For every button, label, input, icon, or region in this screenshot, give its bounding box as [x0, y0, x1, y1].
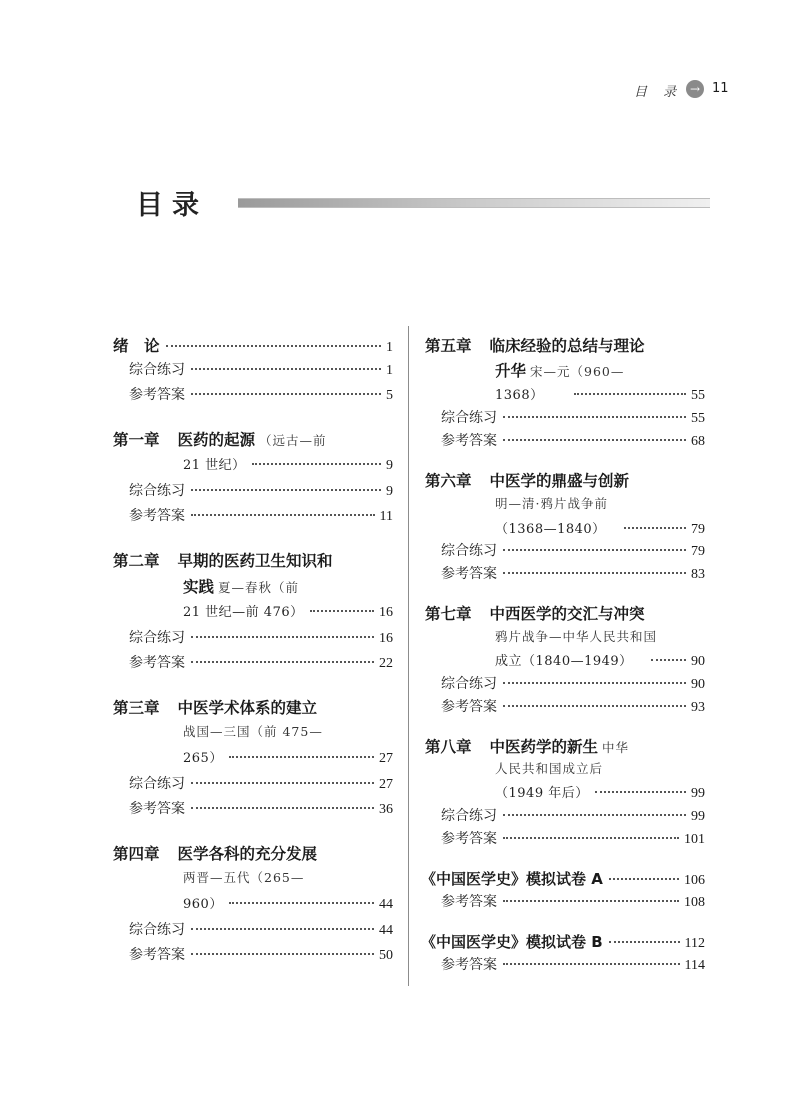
running-head-label: 目 录 — [634, 85, 683, 100]
dot-leader — [609, 878, 679, 880]
chapter-title-cont: 升华 — [495, 362, 527, 380]
toc-subentry[interactable] — [129, 919, 393, 943]
toc-subentry[interactable] — [129, 652, 393, 676]
subentry-page: 101 — [684, 832, 705, 847]
gap — [472, 472, 490, 490]
chapter-number: 第五章 — [425, 337, 472, 355]
chapter-title: 医药的起源 — [177, 431, 256, 449]
subentry-label: 综合练习 — [129, 362, 185, 378]
chapter-period: 夏—春秋（前 — [218, 580, 300, 595]
arrow-right-icon: → — [686, 80, 704, 98]
chapter-title: 早期的医药卫生知识和 — [177, 552, 333, 570]
chapter-page: 9 — [386, 458, 393, 473]
gap — [160, 431, 178, 449]
toc-entry-chapter-8[interactable] — [425, 735, 705, 759]
dot-leader — [503, 682, 686, 684]
exam-page: 112 — [684, 936, 705, 951]
subentry-page: 5 — [386, 388, 393, 403]
running-head — [620, 80, 740, 100]
toc-entry-continuation[interactable] — [495, 759, 705, 783]
chapter-period-cont: 21 世纪—前 476） — [183, 605, 304, 620]
chapter-title: 中西医学的交汇与冲突 — [489, 605, 645, 623]
subentry-label: 参考答案 — [441, 433, 497, 449]
subentry-label: 综合练习 — [129, 630, 185, 646]
toc-entry-continuation[interactable] — [495, 650, 705, 674]
subentry-page: 36 — [379, 802, 393, 817]
subentry-page: 50 — [379, 948, 393, 963]
title-rule — [238, 198, 710, 208]
toc-subentry[interactable] — [441, 563, 705, 587]
subentry-label: 参考答案 — [441, 957, 497, 973]
dot-leader — [229, 902, 374, 904]
chapter-page: 99 — [691, 786, 705, 801]
gap — [472, 337, 490, 355]
chapter-number: 第一章 — [113, 431, 160, 449]
dot-leader — [191, 489, 381, 491]
chapter-title: 中医学术体系的建立 — [177, 699, 318, 717]
dot-leader — [191, 636, 374, 638]
chapter-number: 第四章 — [113, 845, 160, 863]
toc-entry-chapter-4[interactable] — [113, 842, 393, 866]
toc-entry-chapter-3[interactable] — [113, 696, 393, 720]
exam-title: 《中国医学史》模拟试卷 A — [421, 870, 603, 888]
dot-leader — [310, 610, 374, 612]
toc-entry-chapter-5[interactable] — [425, 334, 705, 358]
subentry-page: 108 — [684, 895, 705, 910]
chapter-page: 90 — [691, 654, 705, 669]
chapter-title: 医学各科的充分发展 — [177, 845, 318, 863]
toc-subentry[interactable] — [441, 430, 705, 454]
dot-leader — [503, 900, 679, 902]
toc-subentry[interactable] — [441, 805, 705, 829]
chapter-period: 明—清·鸦片战争前 — [495, 496, 608, 511]
toc-subentry[interactable] — [441, 673, 705, 697]
chapter-period-cont: 21 世纪） — [183, 458, 246, 473]
toc-entry-continuation[interactable] — [495, 518, 705, 542]
gap — [160, 699, 178, 717]
toc-subentry[interactable] — [129, 480, 393, 504]
subentry-page: 44 — [379, 923, 393, 938]
dot-leader — [252, 463, 381, 465]
toc-entry-continuation[interactable] — [495, 384, 705, 408]
chapter-period: 战国—三国（前 475— — [183, 724, 323, 739]
gap — [472, 738, 490, 756]
page-number: 11 — [712, 81, 729, 96]
dot-leader — [503, 814, 686, 816]
toc-subentry[interactable] — [129, 384, 393, 408]
toc-entry-continuation[interactable] — [183, 601, 393, 625]
dot-leader — [503, 416, 686, 418]
toc-subentry[interactable] — [441, 540, 705, 564]
subentry-label: 综合练习 — [129, 483, 185, 499]
subentry-label: 综合练习 — [441, 676, 497, 692]
chapter-number: 第八章 — [425, 738, 472, 756]
toc-entry-continuation[interactable] — [183, 722, 393, 746]
subentry-label: 综合练习 — [129, 922, 185, 938]
subentry-label: 综合练习 — [441, 808, 497, 824]
subentry-label: 综合练习 — [129, 776, 185, 792]
toc-entry-continuation[interactable] — [495, 494, 705, 518]
subentry-label: 参考答案 — [441, 699, 497, 715]
subentry-page: 1 — [386, 363, 393, 378]
toc-entry-continuation[interactable] — [495, 782, 705, 806]
toc-subentry[interactable] — [441, 828, 705, 852]
dot-leader — [503, 439, 686, 441]
subentry-label: 参考答案 — [129, 655, 185, 671]
dot-leader — [191, 514, 375, 516]
dot-leader — [503, 549, 686, 551]
toc-entry-mock-exam-a[interactable] — [421, 868, 705, 892]
dot-leader — [229, 756, 374, 758]
toc-entry-chapter-7[interactable] — [425, 602, 705, 626]
toc-entry-continuation[interactable] — [183, 454, 393, 478]
toc-entry-mock-exam-b[interactable] — [421, 931, 705, 955]
toc-entry-continuation[interactable] — [495, 359, 705, 383]
subentry-page: 11 — [379, 509, 393, 524]
subentry-label: 参考答案 — [129, 801, 185, 817]
chapter-title: 中医药学的新生 — [489, 738, 599, 756]
chapter-period: 两晋—五代（265— — [183, 870, 305, 885]
subentry-label: 参考答案 — [129, 947, 185, 963]
chapter-period-cont: 成立（1840—1949） — [495, 654, 633, 669]
dot-leader — [191, 368, 381, 370]
dot-leader — [191, 782, 374, 784]
subentry-label: 参考答案 — [441, 831, 497, 847]
chapter-period: 中华 — [602, 740, 630, 755]
toc-entry-continuation[interactable] — [183, 747, 393, 771]
subentry-page: 55 — [691, 411, 705, 426]
toc-entry-chapter-1[interactable] — [113, 428, 393, 452]
chapter-period: （远古—前 — [259, 433, 327, 448]
dot-leader — [503, 837, 679, 839]
subentry-page: 16 — [379, 631, 393, 646]
chapter-period-cont: 960） — [183, 897, 223, 912]
subentry-label: 参考答案 — [441, 894, 497, 910]
dot-leader — [191, 393, 381, 395]
dot-leader — [191, 953, 374, 955]
chapter-number: 第六章 — [425, 472, 472, 490]
toc-entry-chapter-6[interactable] — [425, 469, 705, 493]
subentry-label: 参考答案 — [441, 566, 497, 582]
chapter-page: 27 — [379, 751, 393, 766]
dot-leader — [191, 661, 374, 663]
toc-subentry[interactable] — [441, 407, 705, 431]
chapter-period: 宋—元（960— — [530, 364, 625, 379]
chapter-title: 临床经验的总结与理论 — [489, 337, 645, 355]
toc-entry-chapter-2[interactable] — [113, 549, 393, 573]
subentry-page: 9 — [386, 484, 393, 499]
toc-subentry[interactable] — [441, 954, 705, 978]
toc-entry-intro[interactable] — [113, 334, 393, 358]
subentry-page: 22 — [379, 656, 393, 671]
chapter-title: 中医学的鼎盛与创新 — [489, 472, 630, 490]
dot-leader — [595, 791, 686, 793]
subentry-page: 90 — [691, 677, 705, 692]
subentry-label: 综合练习 — [441, 410, 497, 426]
toc-subentry[interactable] — [129, 359, 393, 383]
chapter-period-cont: （1949 年后） — [495, 786, 589, 801]
subentry-page: 114 — [684, 958, 705, 973]
subentry-page: 83 — [691, 567, 705, 582]
chapter-period-cont-1: 人民共和国成立后 — [495, 761, 604, 776]
chapter-number: 第七章 — [425, 605, 472, 623]
column-divider — [408, 326, 409, 986]
subentry-page: 93 — [691, 700, 705, 715]
toc-subentry[interactable] — [129, 505, 393, 529]
toc-subentry[interactable] — [129, 798, 393, 822]
toc-entry-continuation[interactable] — [183, 575, 393, 599]
exam-title: 《中国医学史》模拟试卷 B — [421, 933, 603, 951]
subentry-label: 综合练习 — [441, 543, 497, 559]
dot-leader — [191, 928, 374, 930]
dot-leader — [574, 393, 686, 395]
chapter-page: 55 — [691, 388, 705, 403]
toc-entry-continuation[interactable] — [183, 893, 393, 917]
chapter-number: 第三章 — [113, 699, 160, 717]
subentry-page: 27 — [379, 777, 393, 792]
toc-subentry[interactable] — [129, 627, 393, 651]
exam-page: 106 — [684, 873, 705, 888]
chapter-period-cont: （1368—1840） — [495, 522, 606, 537]
subentry-page: 79 — [691, 544, 705, 559]
chapter-period: 鸦片战争—中华人民共和国 — [495, 629, 658, 644]
dot-leader — [503, 705, 686, 707]
chapter-number: 第二章 — [113, 552, 160, 570]
chapter-page: 44 — [379, 897, 393, 912]
entry-heading: 绪 论 — [113, 337, 160, 355]
toc-entry-continuation[interactable] — [183, 868, 393, 892]
chapter-page: 79 — [691, 522, 705, 537]
entry-page: 1 — [386, 340, 393, 355]
dot-leader — [609, 941, 680, 943]
dot-leader — [651, 659, 686, 661]
dot-leader — [191, 807, 374, 809]
toc-subentry[interactable] — [441, 696, 705, 720]
subentry-label: 参考答案 — [129, 508, 185, 524]
dot-leader — [166, 345, 381, 347]
subentry-page: 68 — [691, 434, 705, 449]
gap — [472, 605, 490, 623]
subentry-label: 参考答案 — [129, 387, 185, 403]
chapter-period-cont: 1368） — [495, 388, 544, 403]
chapter-period-cont: 265） — [183, 751, 223, 766]
page-title: 目录 — [136, 190, 208, 221]
toc-entry-continuation[interactable] — [495, 627, 705, 651]
toc-subentry[interactable] — [129, 944, 393, 968]
dot-leader — [503, 963, 680, 965]
gap — [160, 845, 178, 863]
toc-subentry[interactable] — [129, 773, 393, 797]
chapter-title-cont: 实践 — [183, 578, 215, 596]
chapter-page: 16 — [379, 605, 393, 620]
subentry-page: 99 — [691, 809, 705, 824]
dot-leader — [624, 527, 686, 529]
gap — [160, 552, 178, 570]
toc-subentry[interactable] — [441, 891, 705, 915]
dot-leader — [503, 572, 686, 574]
